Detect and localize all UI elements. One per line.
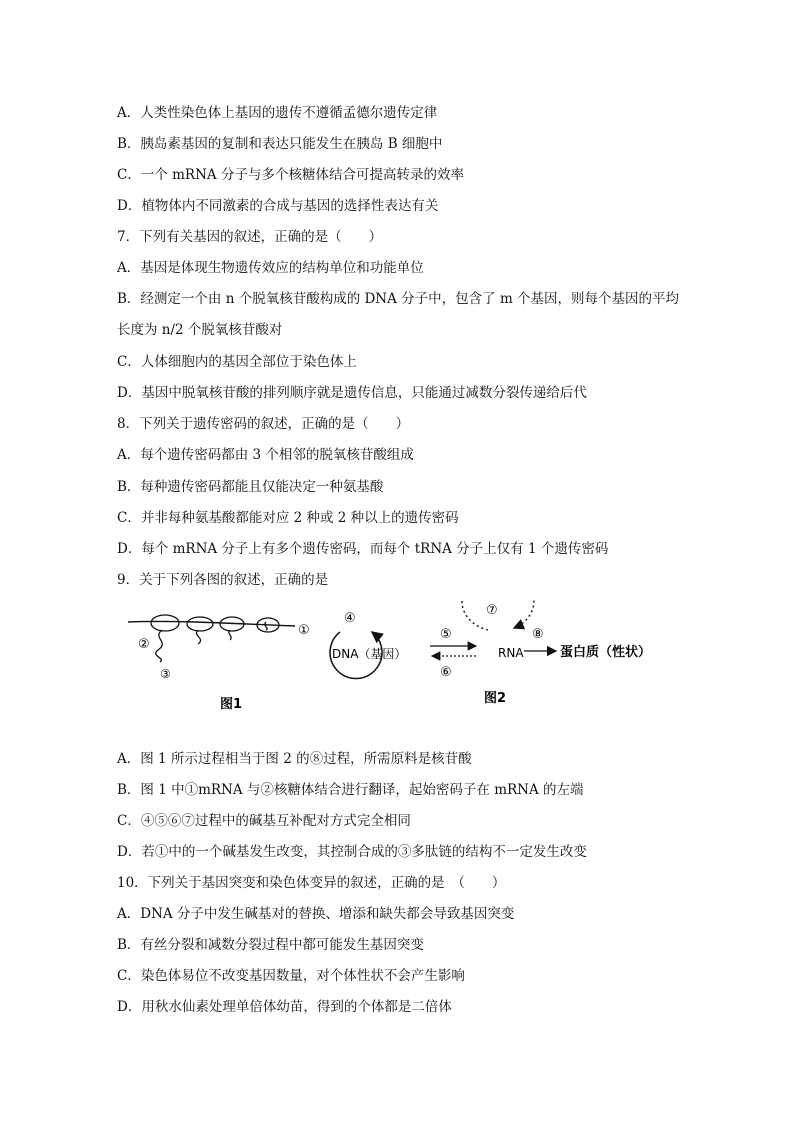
q8-option-b: B．每种遗传密码都能且仅能决定一种氨基酸: [117, 479, 384, 495]
q8-option-a: A．每个遗传密码都由 3 个相邻的脱氧核苷酸组成: [117, 447, 414, 463]
q10-stem: 10．下列关于基因突变和染色体变异的叙述，正确的是 （ ）: [117, 875, 506, 891]
polypeptide-chain: [156, 630, 163, 662]
label-3: ③: [160, 667, 171, 681]
q9-option-a: A．图 1 所示过程相当于图 2 的⑧过程，所需原料是核苷酸: [117, 751, 472, 767]
label-6: ⑥: [440, 665, 452, 680]
q6-option-b: B．胰岛素基因的复制和表达只能发生在胰岛 B 细胞中: [117, 136, 443, 152]
ribosome: [151, 615, 279, 632]
label-5: ⑤: [440, 627, 452, 642]
rna-replication-loop-arrow: [462, 600, 534, 630]
q10-option-d: D．用秋水仙素处理单倍体幼苗，得到的个体都是二倍体: [117, 999, 452, 1015]
q6-option-c: C．一个 mRNA 分子与多个核糖体结合可提高转录的效率: [117, 167, 464, 183]
q8-option-d: D．每个 mRNA 分子上有多个遗传密码，而每个 tRNA 分子上仅有 1 个遗传密码: [117, 541, 609, 557]
polypeptide-chain: [196, 630, 200, 644]
q7-option-b-cont: 长度为 n/2 个脱氧核苷酸对: [117, 322, 283, 338]
fig2-caption: 图2: [484, 691, 507, 706]
q8-stem: 8．下列关于遗传密码的叙述，正确的是（ ）: [117, 416, 410, 432]
q6-option-d: D．植物体内不同激素的合成与基因的选择性表达有关: [117, 198, 439, 214]
q9-option-d: D．若①中的一个碱基发生改变，其控制合成的③多肽链的结构不一定发生改变: [117, 844, 587, 860]
q7-option-d: D．基因中脱氧核苷酸的排列顺序就是遗传信息，只能通过减数分裂传递给后代: [117, 385, 587, 401]
label-7: ⑦: [486, 603, 498, 618]
q7-option-c: C．人体细胞内的基因全部位于染色体上: [117, 354, 357, 370]
label-8: ⑧: [532, 627, 544, 642]
q7-option-a: A．基因是体现生物遗传效应的结构单位和功能单位: [117, 260, 424, 276]
dna-label: DNA（基因）: [332, 647, 407, 661]
q6-option-a: A．人类性染色体上基因的遗传不遵循孟德尔遗传定律: [117, 105, 438, 121]
q7-stem: 7．下列有关基因的叙述，正确的是（ ）: [117, 229, 383, 245]
label-2: ②: [138, 637, 150, 652]
q10-option-c: C．染色体易位不改变基因数量，对个体性状不会产生影响: [117, 968, 465, 984]
q9-option-b: B．图 1 中①mRNA 与②核糖体结合进行翻译，起始密码子在 mRNA 的左端: [117, 782, 584, 798]
fig1-caption: 图1: [220, 697, 243, 712]
q10-option-a: A．DNA 分子中发生碱基对的替换、增添和缺失都会导致基因突变: [117, 906, 515, 922]
polypeptide-chain: [265, 622, 267, 630]
mrna-strand: [128, 621, 295, 626]
protein-label: 蛋白质（性状）: [560, 645, 652, 660]
rna-label: RNA: [498, 646, 524, 660]
figure-1: [128, 615, 310, 712]
label-4: ④: [344, 611, 356, 626]
q8-option-c: C．并非每种氨基酸都能对应 2 种或 2 种以上的遗传密码: [117, 510, 459, 526]
q9-figure: [120, 600, 680, 720]
q10-option-b: B．有丝分裂和减数分裂过程中都可能发生基因突变: [117, 937, 424, 953]
q9-stem: 9．关于下列各图的叙述，正确的是: [117, 572, 329, 588]
figure-2: [330, 600, 651, 706]
q9-option-c: C．④⑤⑥⑦过程中的碱基互补配对方式完全相同: [117, 813, 411, 829]
q7-option-b: B．经测定一个由 n 个脱氧核苷酸构成的 DNA 分子中，包含了 m 个基因，则每个基因的平均: [117, 291, 680, 307]
label-1: ①: [298, 623, 310, 638]
